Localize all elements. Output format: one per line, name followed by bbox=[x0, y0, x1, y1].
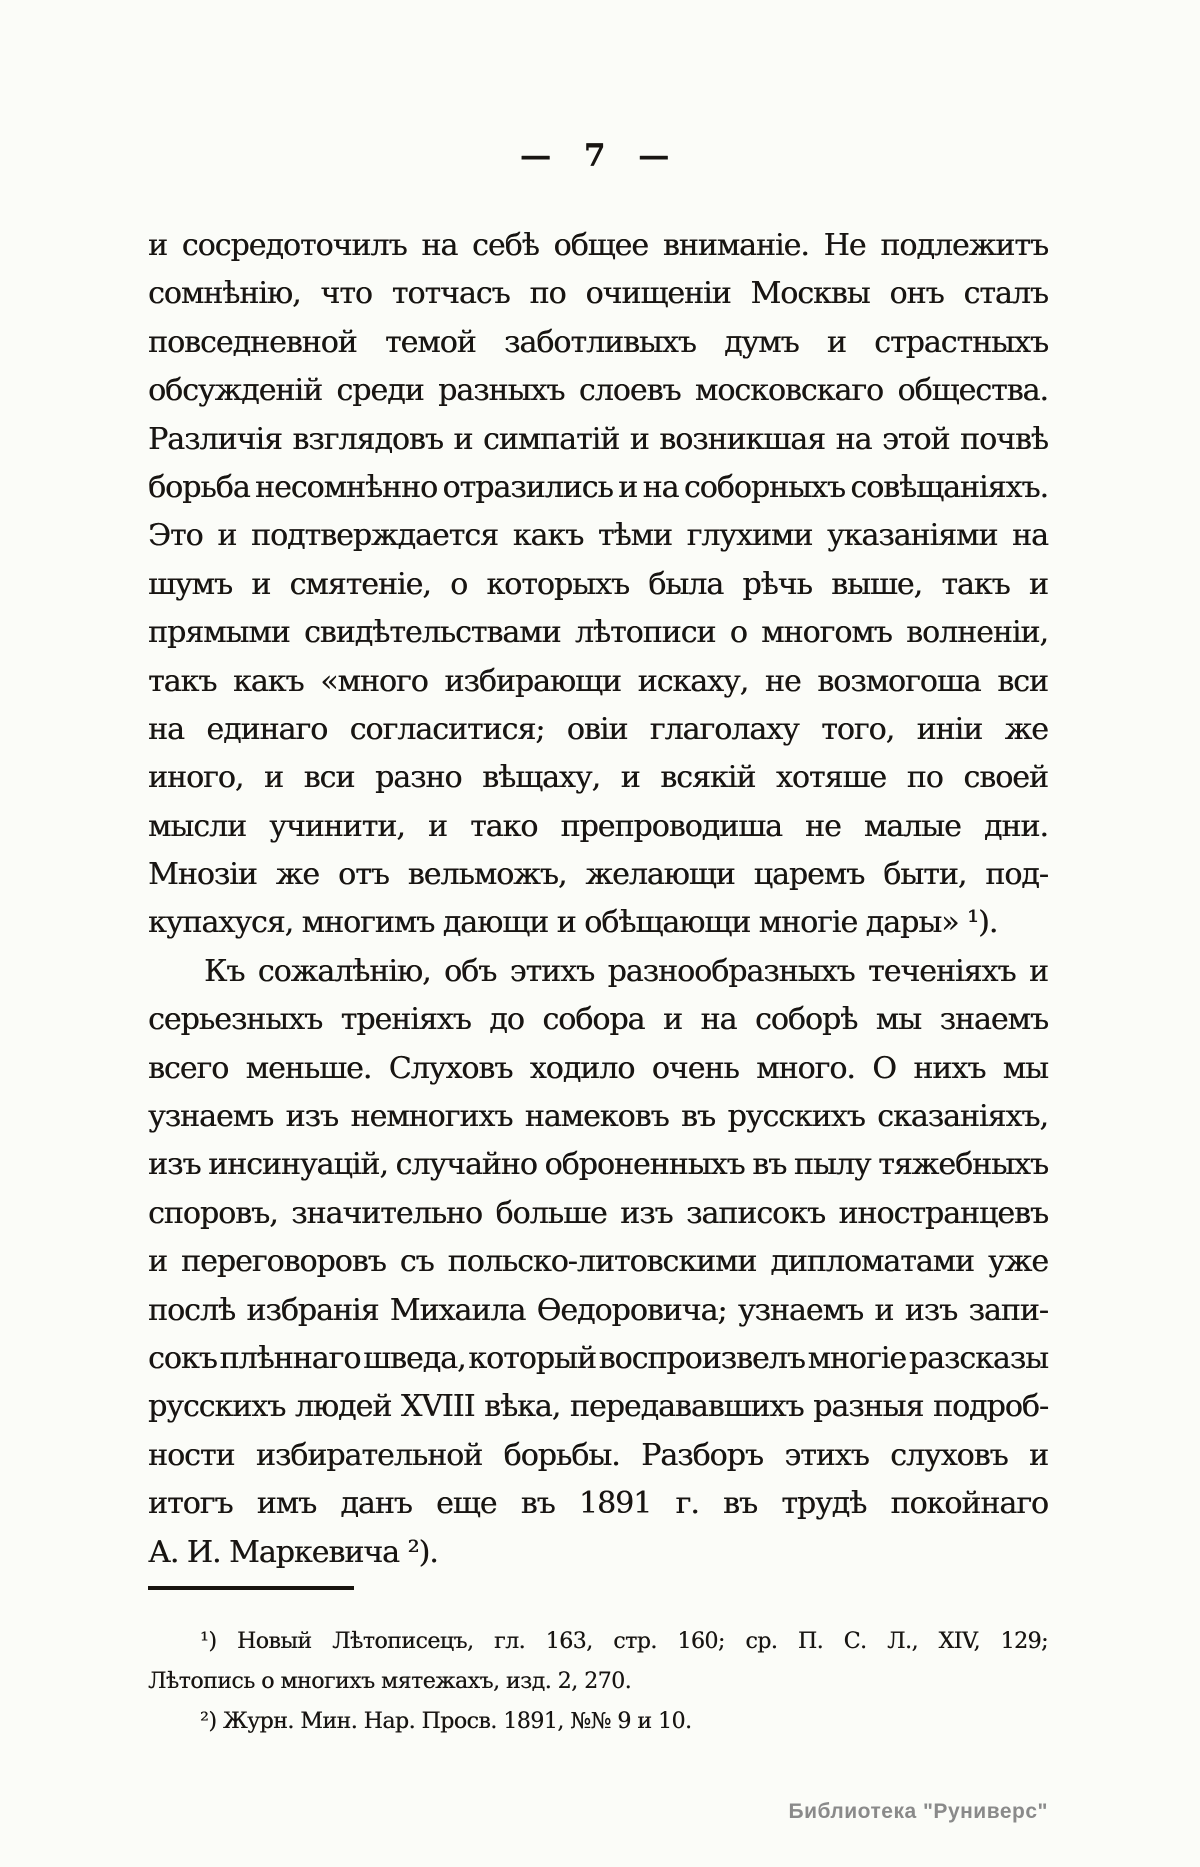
word: русскихъ bbox=[148, 1389, 286, 1425]
word: выше, bbox=[831, 566, 923, 602]
word: подроб- bbox=[932, 1389, 1048, 1425]
footnote-separator bbox=[148, 1586, 354, 1590]
word: соборѣ bbox=[754, 1002, 858, 1038]
word: которыхъ bbox=[486, 566, 629, 602]
word: какъ bbox=[512, 518, 584, 554]
text-line bbox=[148, 1335, 1048, 1383]
word: того, bbox=[821, 711, 895, 747]
word: всего bbox=[148, 1050, 229, 1086]
word: избирающи bbox=[444, 663, 621, 699]
word: сталъ bbox=[963, 276, 1048, 312]
word: подлежитъ bbox=[880, 228, 1048, 263]
word: и bbox=[251, 566, 271, 602]
word: смятеніе, bbox=[289, 566, 431, 602]
word: же bbox=[275, 857, 320, 893]
word: Москвы bbox=[750, 276, 870, 312]
text-line bbox=[148, 1093, 1048, 1141]
word: обсужденій bbox=[148, 373, 322, 409]
word: О bbox=[872, 1050, 896, 1086]
word: была bbox=[648, 566, 724, 602]
word: тѣми bbox=[597, 518, 672, 554]
word: инсинуацій, bbox=[208, 1147, 388, 1183]
word: треніяхъ bbox=[340, 1002, 471, 1038]
word: изъ bbox=[904, 1292, 958, 1328]
body-text bbox=[148, 222, 1048, 1577]
word: Различія bbox=[148, 421, 282, 457]
text-line bbox=[148, 1287, 1048, 1335]
word: дипломатами bbox=[770, 1244, 974, 1280]
word: въ bbox=[681, 1099, 716, 1135]
word: на bbox=[700, 1002, 737, 1038]
word: и bbox=[618, 469, 638, 505]
text-line bbox=[148, 658, 1048, 706]
word: разныя bbox=[813, 1389, 924, 1425]
word: до bbox=[489, 1002, 524, 1038]
word: слоевъ bbox=[578, 373, 681, 409]
text-line bbox=[148, 367, 1048, 415]
text-line: А. И. Маркевича ²). bbox=[148, 1534, 438, 1570]
word: Это bbox=[148, 518, 203, 554]
text-line bbox=[148, 1383, 1048, 1431]
word: согласитися; bbox=[349, 711, 545, 747]
word: много. bbox=[756, 1050, 855, 1086]
word: и bbox=[826, 324, 846, 360]
word: царемъ bbox=[753, 857, 865, 893]
word: тотчасъ bbox=[391, 276, 510, 312]
text-line bbox=[148, 1480, 1048, 1528]
word: тяжебныхъ bbox=[878, 1147, 1048, 1183]
word: иностранцевъ bbox=[838, 1195, 1048, 1231]
library-watermark: Библиотека "Руниверс" bbox=[788, 1800, 1048, 1823]
word: 160; bbox=[677, 1629, 725, 1654]
word: вѣка, bbox=[484, 1389, 561, 1425]
word: изъ bbox=[148, 1147, 201, 1183]
word: ности bbox=[148, 1437, 235, 1473]
word: запи- bbox=[968, 1292, 1048, 1328]
word: очищеніи bbox=[585, 276, 731, 312]
word: о bbox=[450, 566, 468, 602]
word: быти, bbox=[883, 857, 967, 893]
word: борьбы. bbox=[503, 1437, 620, 1473]
word: съ bbox=[399, 1244, 434, 1280]
word: польско-литовскими bbox=[447, 1244, 757, 1280]
word: вси bbox=[303, 760, 355, 796]
word: темой bbox=[384, 324, 476, 360]
word: изъ bbox=[285, 1099, 338, 1135]
word: серьезныхъ bbox=[148, 1002, 323, 1038]
word: на bbox=[421, 228, 458, 263]
word: отъ bbox=[338, 857, 389, 893]
word: Не bbox=[823, 228, 866, 263]
word: случайно bbox=[395, 1147, 537, 1183]
word: покойнаго bbox=[890, 1486, 1048, 1522]
text-line bbox=[148, 996, 1048, 1044]
word: избранія bbox=[246, 1292, 379, 1328]
word: и bbox=[629, 421, 649, 457]
word: Лѣтописецъ, bbox=[332, 1629, 474, 1654]
word: который bbox=[468, 1340, 596, 1376]
word: знаемъ bbox=[939, 1002, 1048, 1038]
text-line: купахуся, многимъ дающи и обѣщающи многіе дары» ¹). bbox=[148, 905, 998, 941]
word: овіи bbox=[566, 711, 628, 747]
word: вниманіе. bbox=[662, 228, 809, 263]
word: оброненныхъ bbox=[544, 1147, 745, 1183]
word: собора bbox=[542, 1002, 645, 1038]
word: узнаемъ bbox=[737, 1292, 863, 1328]
word: XIV, bbox=[938, 1629, 980, 1654]
text-line: Лѣтопись о многихъ мятежахъ, изд. 2, 270. bbox=[148, 1669, 632, 1694]
word: пылу bbox=[793, 1147, 871, 1183]
paragraph bbox=[148, 222, 1048, 948]
word: разныхъ bbox=[438, 373, 565, 409]
word: общее bbox=[553, 228, 649, 263]
word: себѣ bbox=[472, 228, 539, 263]
word: мысли bbox=[148, 808, 247, 844]
word: ходило bbox=[529, 1050, 635, 1086]
text-line bbox=[148, 948, 1048, 996]
word: многіе bbox=[807, 1340, 907, 1376]
word: переговоровъ bbox=[181, 1244, 386, 1280]
word: под- bbox=[985, 857, 1048, 893]
word: вельможъ, bbox=[407, 857, 567, 893]
word: же bbox=[1004, 711, 1048, 747]
word: иного, bbox=[148, 760, 244, 796]
word: иніи bbox=[916, 711, 983, 747]
footnote bbox=[148, 1702, 1048, 1742]
word: лѣтописи bbox=[574, 615, 716, 651]
word: и bbox=[148, 228, 167, 263]
word: препроводиша bbox=[560, 808, 782, 844]
word: о bbox=[729, 615, 747, 651]
word: больше bbox=[495, 1195, 607, 1231]
word: какъ bbox=[233, 663, 304, 699]
word: изъ bbox=[620, 1195, 673, 1231]
text-line bbox=[148, 803, 1048, 851]
word: что bbox=[320, 276, 372, 312]
text-line bbox=[148, 561, 1048, 609]
word: возникшая bbox=[659, 421, 826, 457]
text-line bbox=[148, 222, 1048, 270]
word: и bbox=[427, 808, 447, 844]
word: Къ bbox=[204, 953, 245, 989]
word: Мнозіи bbox=[148, 857, 257, 893]
word: онъ bbox=[889, 276, 944, 312]
text-line bbox=[148, 851, 1048, 899]
word: и bbox=[217, 518, 237, 554]
word: въ bbox=[723, 1486, 757, 1522]
word: Новый bbox=[237, 1629, 312, 1654]
word: сокъ bbox=[148, 1340, 217, 1376]
word: Разборъ bbox=[641, 1437, 763, 1473]
word: «много bbox=[320, 663, 428, 699]
word: въ bbox=[752, 1147, 787, 1183]
word: разно bbox=[374, 760, 462, 796]
word: Л., bbox=[887, 1629, 918, 1654]
text-line bbox=[148, 416, 1048, 464]
text-line bbox=[148, 319, 1048, 367]
word: людей bbox=[294, 1389, 392, 1425]
word: меньше. bbox=[245, 1050, 372, 1086]
word: и bbox=[453, 421, 473, 457]
word: и bbox=[264, 760, 284, 796]
word: Слуховъ bbox=[388, 1050, 513, 1086]
word: данъ bbox=[340, 1486, 412, 1522]
word: итогъ bbox=[148, 1486, 233, 1522]
word: общества. bbox=[897, 373, 1048, 409]
word: намековъ bbox=[524, 1099, 669, 1135]
word: этихъ bbox=[784, 1437, 869, 1473]
word: мы bbox=[875, 1002, 922, 1038]
word: мы bbox=[1002, 1050, 1048, 1086]
word: ¹) bbox=[200, 1629, 217, 1654]
word: среди bbox=[336, 373, 424, 409]
word: вси bbox=[997, 663, 1048, 699]
word: и bbox=[1028, 566, 1048, 602]
word: дни. bbox=[983, 808, 1048, 844]
word: 129; bbox=[1000, 1629, 1048, 1654]
word: учинити, bbox=[269, 808, 405, 844]
word: избирательной bbox=[255, 1437, 483, 1473]
word: С. bbox=[843, 1629, 867, 1654]
word: свидѣтельствами bbox=[304, 615, 561, 651]
word: Михаила bbox=[389, 1292, 526, 1328]
word: сомнѣнію, bbox=[148, 276, 301, 312]
word: указаніями bbox=[826, 518, 998, 554]
word: шведа, bbox=[363, 1340, 466, 1376]
text-line bbox=[148, 464, 1048, 512]
word: и bbox=[1028, 1437, 1048, 1473]
word: XVIII bbox=[400, 1389, 475, 1425]
text-line bbox=[148, 706, 1048, 754]
word: борьба bbox=[148, 469, 250, 505]
text-line bbox=[148, 1238, 1048, 1286]
word: имъ bbox=[256, 1486, 317, 1522]
word: волненіи, bbox=[906, 615, 1048, 651]
word: слуховъ bbox=[890, 1437, 1008, 1473]
word: московскаго bbox=[694, 373, 884, 409]
word: вѣщаху, bbox=[482, 760, 601, 796]
word: по bbox=[906, 760, 943, 796]
text-line: ²) Журн. Мин. Нар. Просв. 1891, №№ 9 и 10. bbox=[200, 1709, 692, 1734]
footnote bbox=[148, 1622, 1048, 1702]
word: возмогоша bbox=[817, 663, 981, 699]
word: значительно bbox=[291, 1195, 482, 1231]
text-line bbox=[148, 754, 1048, 802]
word: этихъ bbox=[509, 953, 595, 989]
word: г. bbox=[675, 1486, 699, 1522]
text-line bbox=[148, 1432, 1048, 1480]
word: заботливыхъ bbox=[503, 324, 696, 360]
word: П. bbox=[797, 1629, 824, 1654]
text-line bbox=[148, 1190, 1048, 1238]
word: прямыми bbox=[148, 615, 290, 651]
word: совѣщаніяхъ. bbox=[850, 469, 1048, 505]
word: плѣннаго bbox=[219, 1340, 361, 1376]
word: желающи bbox=[585, 857, 735, 893]
text-line bbox=[148, 1141, 1048, 1189]
word: глаголаху bbox=[649, 711, 799, 747]
word: еще bbox=[436, 1486, 497, 1522]
word: въ bbox=[520, 1486, 555, 1522]
word: теченіяхъ bbox=[868, 953, 1016, 989]
word: немногихъ bbox=[350, 1099, 513, 1135]
text-line bbox=[148, 270, 1048, 318]
word: и bbox=[620, 760, 640, 796]
paragraph bbox=[148, 948, 1048, 1577]
word: на bbox=[148, 711, 184, 747]
word: уже bbox=[987, 1244, 1048, 1280]
word: не bbox=[764, 663, 801, 699]
word: на bbox=[1012, 518, 1048, 554]
word: сосредоточилъ bbox=[181, 228, 407, 263]
word: гл. bbox=[494, 1629, 526, 1654]
word: отразились bbox=[442, 469, 613, 505]
word: нихъ bbox=[913, 1050, 986, 1086]
word: этой bbox=[882, 421, 950, 457]
word: трудѣ bbox=[781, 1486, 867, 1522]
word: разнообразныхъ bbox=[607, 953, 855, 989]
word: не bbox=[805, 808, 841, 844]
word: на bbox=[835, 421, 872, 457]
word: несомнѣнно bbox=[255, 469, 438, 505]
word: объ bbox=[444, 953, 497, 989]
word: Ѳедоровича; bbox=[536, 1292, 727, 1328]
word: 1891 bbox=[578, 1486, 652, 1522]
text-line bbox=[148, 1045, 1048, 1093]
word: по bbox=[529, 276, 566, 312]
word: симпатій bbox=[482, 421, 620, 457]
word: и bbox=[874, 1292, 894, 1328]
word: русскихъ bbox=[727, 1099, 865, 1135]
word: взглядовъ bbox=[292, 421, 443, 457]
word: малые bbox=[863, 808, 961, 844]
word: записокъ bbox=[686, 1195, 825, 1231]
word: и bbox=[148, 1244, 167, 1280]
text-line bbox=[148, 1622, 1048, 1662]
word: единаго bbox=[206, 711, 328, 747]
word: тако bbox=[470, 808, 538, 844]
word: стр. bbox=[613, 1629, 657, 1654]
word: очень bbox=[651, 1050, 739, 1086]
word: такъ bbox=[148, 663, 217, 699]
word: хотяше bbox=[775, 760, 887, 796]
word: искаху, bbox=[637, 663, 749, 699]
word: рѣчь bbox=[742, 566, 812, 602]
word: воспроизвелъ bbox=[598, 1340, 805, 1376]
word: шумъ bbox=[148, 566, 232, 602]
word: ср. bbox=[745, 1629, 778, 1654]
word: страстныхъ bbox=[874, 324, 1048, 360]
word: всякій bbox=[660, 760, 756, 796]
text-line bbox=[148, 609, 1048, 657]
word: подтверждается bbox=[251, 518, 499, 554]
word: сожалѣнію, bbox=[257, 953, 431, 989]
text-line bbox=[148, 512, 1048, 560]
word: глухими bbox=[686, 518, 813, 554]
word: передававшихъ bbox=[569, 1389, 804, 1425]
page-number: — 7 — bbox=[519, 138, 681, 174]
word: разсказы bbox=[908, 1340, 1048, 1376]
word: думъ bbox=[724, 324, 799, 360]
word: 163, bbox=[545, 1629, 593, 1654]
word: споровъ, bbox=[148, 1195, 278, 1231]
word: узнаемъ bbox=[148, 1099, 274, 1135]
word: и bbox=[1028, 953, 1048, 989]
word: соборныхъ bbox=[683, 469, 845, 505]
word: на bbox=[642, 469, 679, 505]
word: почвѣ bbox=[960, 421, 1048, 457]
word: сказаніяхъ, bbox=[877, 1099, 1048, 1135]
word: такъ bbox=[941, 566, 1010, 602]
word: многомъ bbox=[761, 615, 892, 651]
word: повседневной bbox=[148, 324, 357, 360]
word: и bbox=[662, 1002, 682, 1038]
word: своей bbox=[963, 760, 1048, 796]
footnotes bbox=[148, 1622, 1048, 1742]
word: послѣ bbox=[148, 1292, 236, 1328]
